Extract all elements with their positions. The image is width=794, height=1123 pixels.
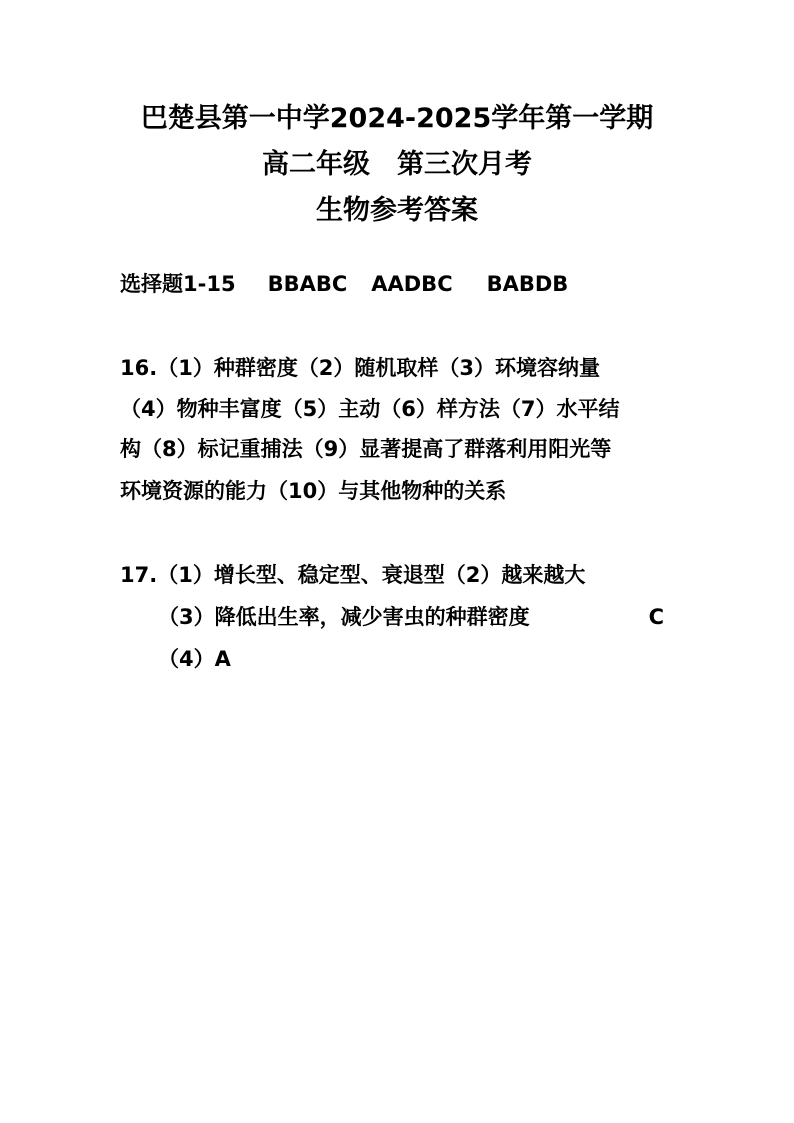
q16-line-4: 环境资源的能力（10）与其他物种的关系 — [120, 479, 507, 503]
q16-line-1: 16.（1）种群密度（2）随机取样（3）环境容纳量 — [120, 356, 601, 380]
choice-group-2: AADBC — [371, 272, 453, 296]
q17-line-2-text: （3）降低出生率，减少害虫的种群密度 — [158, 605, 530, 629]
choice-group-3: BABDB — [486, 272, 569, 296]
choice-label: 选择题1-15 — [120, 272, 236, 296]
choice-answers-row — [120, 270, 568, 298]
q17-line-2-answer: C — [648, 605, 664, 629]
title-block — [0, 96, 794, 234]
q16-line-3: 构（8）标记重捕法（9）显著提高了群落利用阳光等 — [120, 437, 612, 461]
q17-line-3: （4）A — [158, 647, 231, 671]
choice-group-1: BBABC — [267, 272, 348, 296]
subject-answer-title: 生物参考答案 — [316, 195, 478, 226]
school-semester-title: 巴楚县第一中学2024-2025学年第一学期 — [140, 103, 654, 134]
q16-line-2: （4）物种丰富度（5）主动（6）样方法（7）水平结 — [120, 397, 620, 421]
q17-line-1: 17.（1）增长型、稳定型、衰退型（2）越来越大 — [120, 563, 586, 587]
q17-line-2 — [158, 603, 664, 631]
grade-exam-title: 高二年级 第三次月考 — [262, 149, 532, 180]
